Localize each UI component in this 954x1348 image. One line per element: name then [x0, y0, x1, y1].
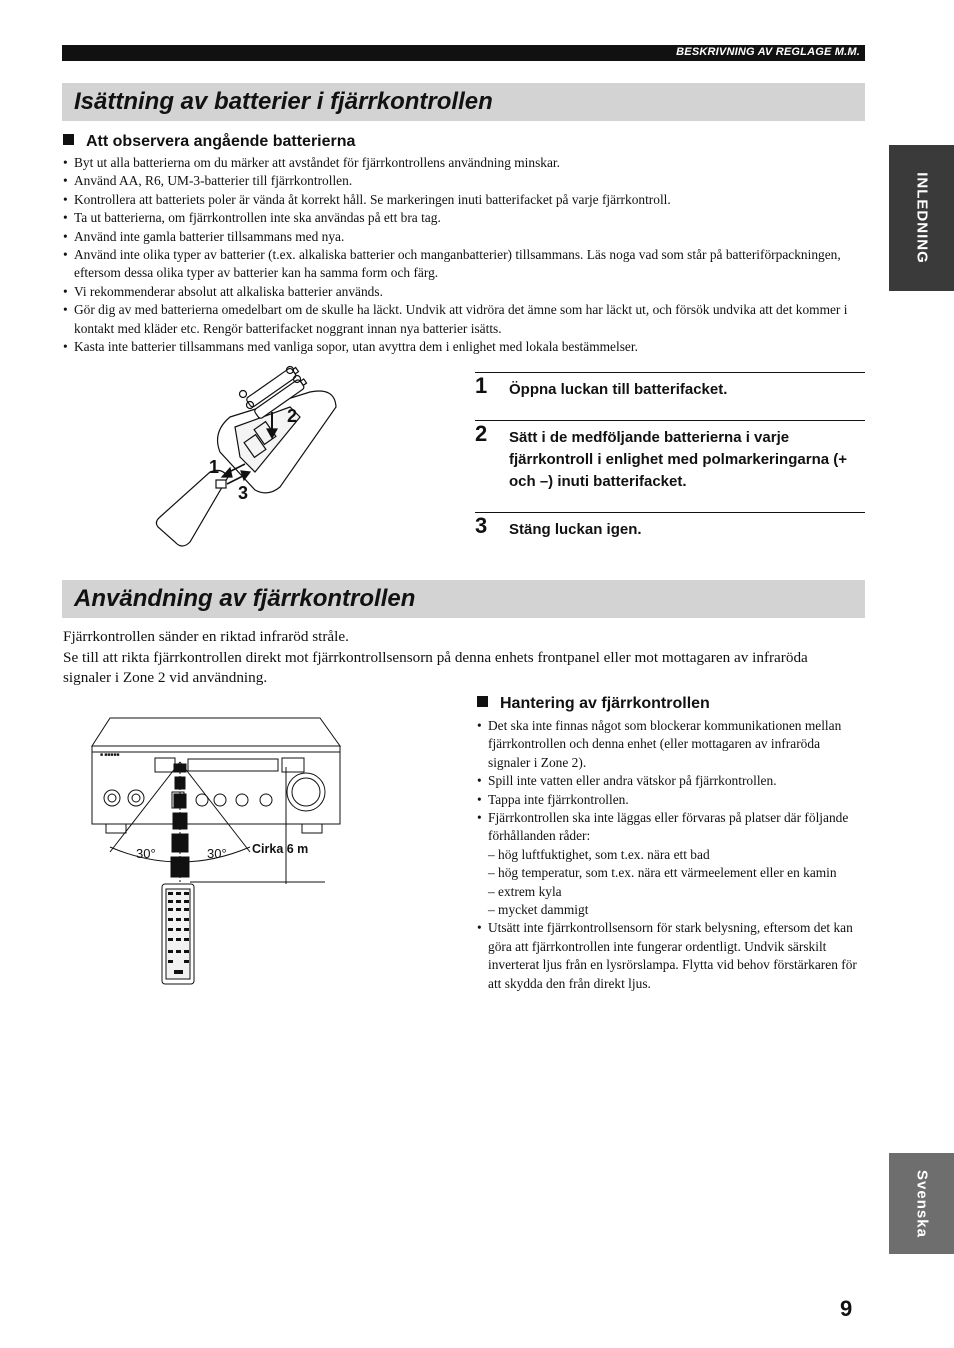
list-item: • Fjärrkontrollen ska inte läggas eller förvaras på platser där följande förhållanden råder:	[477, 809, 865, 846]
list-subitem: – mycket dammigt	[488, 902, 589, 918]
subheading-text: Att observera angående batterierna	[86, 133, 356, 150]
intro-line-2: Se till att rikta fjärrkontrollen direkt mot fjärrkontrollsensorn på denna enhets frontpanel eller mot mottagaren av infraröda signaler i Zone 2 vid användning.	[63, 648, 808, 686]
list-item: • Utsätt inte fjärrkontrollsensorn för stark belysning, eftersom det kan göra att fjärrkontrollen inte fungerar ordentligt. Undvik särskilt inverterat ljus från en lysrörslampa. Flytta vid behov förstärkaren för att skydda den från direkt ljus.	[477, 919, 865, 993]
list-item: • Det ska inte finnas något som blockerar kommunikationen mellan fjärrkontrollen och denna enhet (eller mottagaren av infraröda signaler i Zone 2).	[477, 717, 865, 772]
step-1	[475, 372, 865, 398]
step-3	[475, 512, 865, 538]
list-item: • Använd inte gamla batterier tillsammans med nya.	[63, 228, 863, 246]
list-item: • Kasta inte batterier tillsammans med vanliga sopor, utan avyttra dem i enlighet med lokala bestämmelser.	[63, 338, 863, 356]
step-text: Sätt i de medföljande batterierna i varje fjärrkontroll i enlighet med polmarkeringarna (+ och –) inuti batterifacket.	[509, 429, 847, 490]
figure-label-2: 2	[287, 406, 298, 426]
step-text: Öppna luckan till batterifacket.	[509, 381, 728, 398]
list-item: • Spill inte vatten eller andra vätskor på fjärrkontrollen.	[477, 772, 865, 790]
svg-text:■ ■■■■■: ■ ■■■■■	[100, 753, 120, 758]
step-text: Stäng luckan igen.	[509, 521, 642, 538]
section-title-remote-use	[62, 580, 865, 618]
angle-right-label: 30°	[207, 846, 227, 861]
list-item: • Vi rekommenderar absolut att alkaliska batterier används.	[63, 283, 863, 301]
list-subitem: – hög luftfuktighet, som t.ex. nära ett bad	[488, 846, 710, 862]
side-tab-language	[889, 1153, 954, 1254]
list-item: • Gör dig av med batterierna omedelbart om de skulle ha läckt. Undvik att vidröra det ämne som har läckt ut, och försök undvika att det kommer i kontakt med kläder etc. Rengör batterifacket noggrant innan nya batterier isätts.	[63, 301, 863, 338]
list-item: • Kontrollera att batteriets poler är vända åt korrekt håll. Se markeringen inuti batterifacket på varje fjärrkontroll.	[63, 191, 863, 209]
list-item: • Använd AA, R6, UM-3-batterier till fjärrkontrollen.	[63, 172, 863, 190]
battery-insertion-illustration	[150, 362, 350, 552]
square-bullet-icon	[477, 696, 488, 707]
running-header-title: BESKRIVNING AV REGLAGE M.M.	[676, 46, 860, 58]
list-item: • Tappa inte fjärrkontrollen.	[477, 791, 865, 809]
list-item: • Byt ut alla batterierna om du märker att avståndet för fjärrkontrollens användning minskar.	[63, 154, 863, 172]
list-item: • Ta ut batterierna, om fjärrkontrollen inte ska användas på ett bra tag.	[63, 209, 863, 227]
step-number: 1	[475, 373, 488, 398]
remote-handling-list	[477, 717, 865, 993]
square-bullet-icon	[63, 134, 74, 145]
angle-left-label: 30°	[136, 846, 156, 861]
side-tab-label: INLEDNING	[913, 172, 930, 264]
intro-line-1: Fjärrkontrollen sänder en riktad infraröd stråle.	[63, 628, 349, 645]
subheading-battery-notes	[63, 133, 355, 151]
step-2	[475, 420, 865, 490]
side-tab-inledning	[889, 145, 954, 291]
side-tab-label: Svenska	[913, 1169, 930, 1238]
figure-label-1: 1	[209, 457, 220, 477]
step-number: 2	[475, 421, 488, 446]
remote-intro	[63, 627, 853, 689]
list-item: • Använd inte olika typer av batterier (t.ex. alkaliska batterier och manganbatterier) tillsammans. Läs noga vad som står på batteriförpackningen, eftersom dessa olika typer av batterier kan ha samma form och färg.	[63, 246, 863, 283]
page-number: 9	[840, 1296, 853, 1321]
battery-notes-list	[63, 154, 863, 356]
subheading-remote-handling	[477, 695, 710, 713]
list-subitem: – hög temperatur, som t.ex. nära ett värmeelement eller en kamin	[488, 865, 837, 881]
section-title-text: Isättning av batterier i fjärrkontrollen	[74, 88, 493, 115]
section-title-text: Användning av fjärrkontrollen	[74, 585, 416, 612]
step-number: 3	[475, 513, 488, 538]
figure-label-3: 3	[238, 483, 249, 503]
list-subitem: – extrem kyla	[488, 883, 562, 899]
distance-label: Cirka 6 m	[252, 842, 309, 856]
running-header-bar	[62, 45, 865, 61]
subheading-text: Hantering av fjärrkontrollen	[500, 695, 710, 712]
section-title-batteries	[62, 83, 865, 121]
